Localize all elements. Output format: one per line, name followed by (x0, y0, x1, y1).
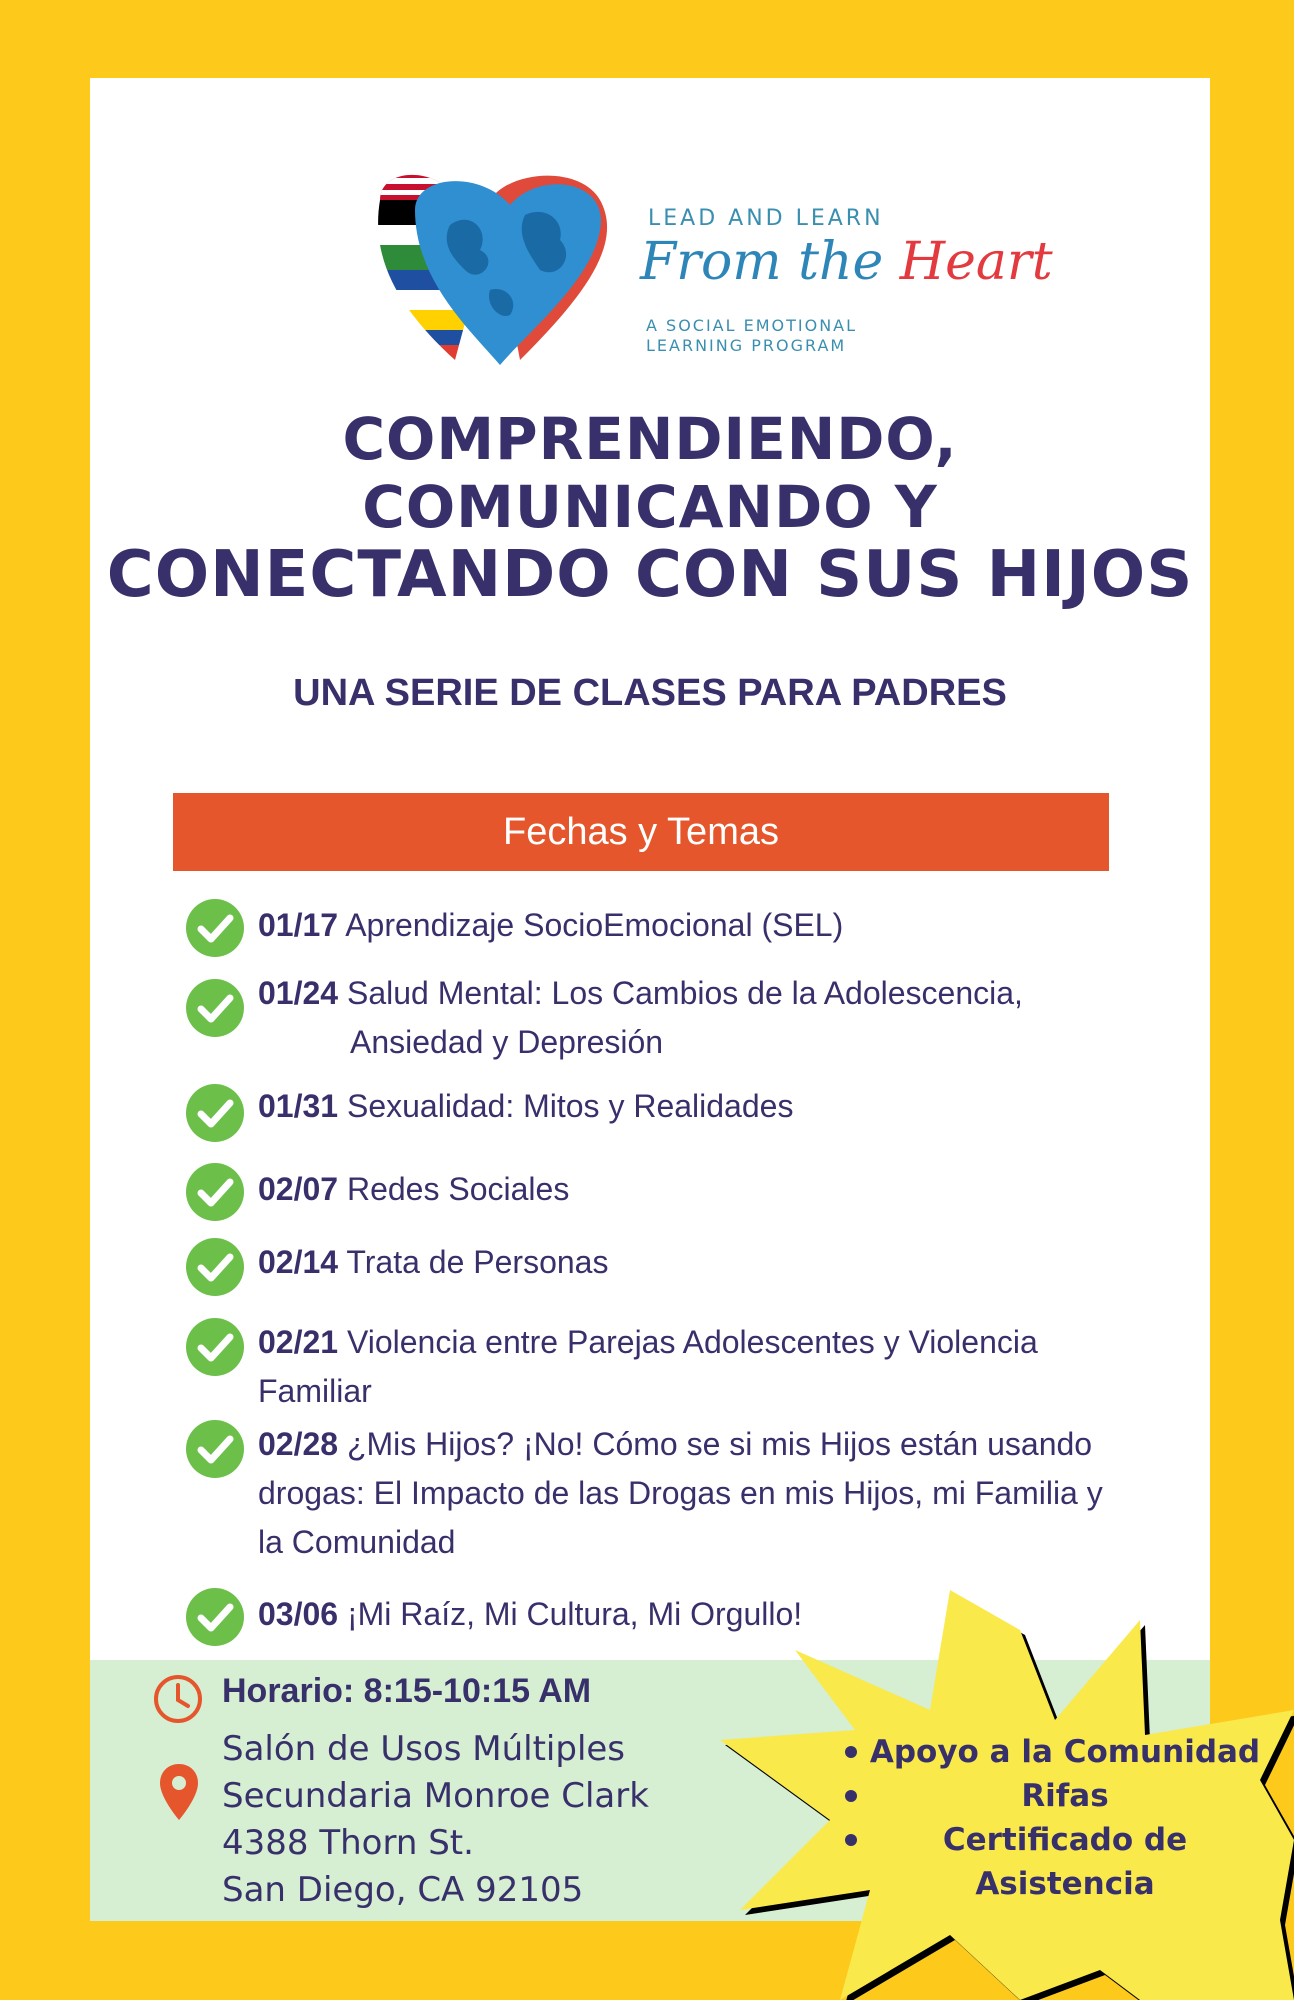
title-line-3: CONECTANDO CON SUS HIJOS (106, 538, 1194, 612)
schedule-date: 02/07 (258, 1171, 339, 1207)
logo-heart-text: Heart (899, 232, 1053, 292)
check-circle-icon (186, 899, 244, 957)
schedule-topic: Aprendizaje SocioEmocional (SEL) (345, 907, 844, 943)
schedule-item (186, 969, 1126, 1069)
schedule-date: 02/28 (258, 1426, 339, 1462)
bullet-icon (845, 1834, 857, 1846)
schedule-topic: ¡Mi Raíz, Mi Cultura, Mi Orgullo! (346, 1596, 803, 1632)
schedule-date: 01/31 (258, 1088, 339, 1124)
schedule-item-text (258, 1082, 1126, 1131)
schedule-item-text (258, 901, 1126, 950)
address-line: Secundaria Monroe Clark (222, 1776, 649, 1816)
map-pin-icon (158, 1762, 200, 1822)
logo-wordmark (640, 170, 1053, 370)
program-logo (360, 170, 1053, 370)
logo-line-4: LEARNING PROGRAM (646, 336, 847, 355)
benefit-text: Rifas (1021, 1778, 1109, 1814)
check-circle-icon (186, 1163, 244, 1221)
schedule-item-text (258, 1238, 1126, 1287)
schedule-item (186, 1318, 1126, 1418)
address-line: San Diego, CA 92105 (222, 1870, 584, 1910)
logo-from-text: From the (640, 232, 900, 292)
schedule-item (186, 1082, 1126, 1142)
benefit-text: Apoyo a la Comunidad (869, 1734, 1261, 1770)
bullet-icon (845, 1790, 857, 1802)
schedule-time: Horario: 8:15-10:15 AM (222, 1672, 592, 1710)
check-circle-icon (186, 1238, 244, 1296)
schedule-item-text (258, 969, 1126, 1067)
schedule-date: 01/17 (258, 907, 339, 943)
bullet-icon (845, 1746, 857, 1758)
benefits-list (845, 1730, 1285, 1906)
schedule-date: 02/21 (258, 1324, 339, 1360)
check-circle-icon (186, 1420, 244, 1478)
subtitle: UNA SERIE DE CLASES PARA PADRES (293, 672, 1007, 714)
dates-topics-banner: Fechas y Temas (173, 793, 1109, 871)
clock-icon (152, 1673, 204, 1725)
schedule-item (186, 1163, 1126, 1223)
schedule-date: 03/06 (258, 1596, 339, 1632)
address-line: 4388 Thorn St. (222, 1823, 474, 1863)
schedule-item-text (258, 1318, 1126, 1416)
schedule-topic: Sexualidad: Mitos y Realidades (346, 1088, 794, 1124)
schedule-item-text (258, 1420, 1126, 1567)
schedule-topic: Redes Sociales (346, 1171, 570, 1207)
schedule-topic: ¿Mis Hijos? ¡No! Cómo se si mis Hijos están usando drogas: El Impacto de las Drogas en mis Hijos, mi Familia y la Comunidad (258, 1426, 1103, 1560)
schedule-topic: Violencia entre Parejas Adolescentes y Violencia Familiar (258, 1324, 1038, 1409)
logo-line-1: LEAD AND LEARN (648, 206, 884, 231)
check-circle-icon (186, 1588, 244, 1646)
check-circle-icon (186, 1318, 244, 1376)
schedule-date: 01/24 (258, 975, 339, 1011)
check-circle-icon (186, 979, 244, 1037)
check-circle-icon (186, 1084, 244, 1142)
benefit-text: Certificado de Asistencia (942, 1822, 1188, 1902)
schedule-topic: Salud Mental: Los Cambios de la Adolescencia, (346, 975, 1023, 1011)
schedule-topic: Trata de Personas (346, 1244, 609, 1280)
schedule-topic-continued: Ansiedad y Depresión (350, 1024, 664, 1060)
logo-line-2 (640, 232, 1053, 292)
benefit-item (845, 1818, 1285, 1906)
page-title (90, 405, 1210, 612)
schedule-item (186, 899, 1126, 959)
heart-globe-logo-icon (360, 170, 630, 370)
title-line-2: COMUNICANDO Y (362, 473, 938, 541)
benefit-item (845, 1774, 1285, 1818)
benefit-item (845, 1730, 1285, 1774)
title-line-1: COMPRENDIENDO, (342, 405, 958, 473)
address-line: Salón de Usos Múltiples (222, 1729, 626, 1769)
address (222, 1726, 649, 1914)
schedule-item (186, 1420, 1126, 1570)
schedule-date: 02/14 (258, 1244, 339, 1280)
schedule-item-text (258, 1165, 1126, 1214)
logo-line-3: A SOCIAL EMOTIONAL (646, 316, 858, 335)
schedule-item (186, 1238, 1126, 1298)
